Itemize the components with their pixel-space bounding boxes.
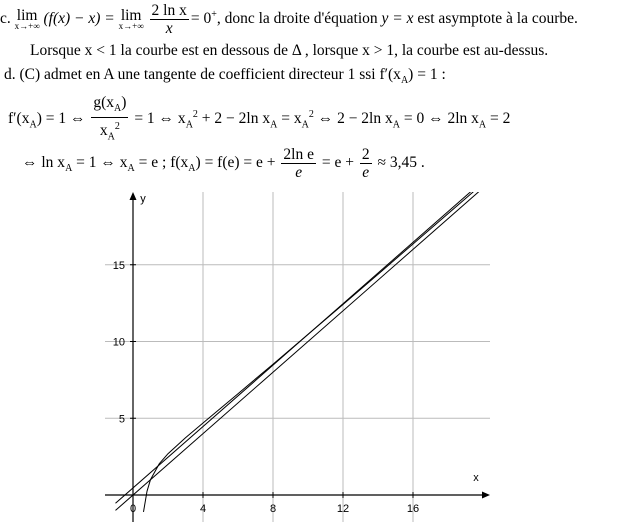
asymptote-equation: y = x — [381, 10, 414, 28]
line-d: d. (C) admet en A une tangente de coefficient directeur 1 ssi $f'(x_A) = 1$ : — [4, 66, 446, 87]
fraction-2lnx-x: $\frac{\text{2 ln x}}{x}$ — [151, 2, 187, 37]
y-axis-title: y — [140, 193, 146, 205]
line-c: c. lim x→+∞ (f(x) − x) = lim x→+∞ $\frac{\text{2 ln x}}{x}$ = 0+, donc la droite d'équation y = x est asymptote à la courbe. — [0, 2, 578, 37]
series-line-1 — [116, 188, 484, 510]
x-axis-title: x — [473, 472, 479, 484]
equation-solution: ⇔ $\ln x_A = 1$ ⇔ $x_A = e$ ; $f(x_A) = f(e) = e$ + $\frac{\text{2ln e}}{e}$ = e + $\frac{2}{e}$ ≈ 3,45 . — [22, 146, 425, 181]
limit-1-expr: (f(x) − x) = — [43, 10, 115, 28]
axes — [105, 192, 490, 522]
limit-2: lim x→+∞ — [118, 6, 144, 31]
x-tick-label-4: 4 — [199, 503, 207, 515]
x-tick-label-8: 8 — [269, 503, 277, 515]
x-tick-label-12: 12 — [336, 503, 350, 515]
curves — [116, 181, 484, 512]
x-tick-label-16: 16 — [406, 503, 420, 515]
fraction-2-e: $\frac{2}{e}$ — [361, 146, 370, 181]
x-axis-arrow-icon — [482, 492, 490, 499]
equation-tangent: $f'(x_A) = 1$ ⇔ $\frac{g(x_A)}{x_A^2}$ = 1 ⇔ $x_A^2 + 2 - 2\ln$ $x_A = x_A^2$ ⇔ 2 − 2ln $x_A = 0$ ⇔ 2ln $x_A = 2$ — [8, 94, 510, 145]
y-tick-label-15: 15 — [112, 259, 125, 272]
c-label: c. — [0, 10, 11, 28]
line-position: Lorsque x < 1 la courbe est en dessous de Δ , lorsque x > 1, la courbe est au-dessus. — [30, 42, 549, 59]
grid — [105, 192, 490, 522]
x-tick-label-0: 0 — [129, 503, 137, 515]
axis-labels — [113, 193, 480, 515]
limit-1: lim x→+∞ — [14, 6, 40, 31]
y-tick-label-5: 5 — [118, 413, 125, 426]
fraction-2lne-e: $\frac{\text{2ln e}}{e}$ — [283, 146, 314, 181]
y-axis-arrow-icon — [130, 192, 137, 200]
fraction-g-over-x2: $\frac{g(x_A)}{x_A^2}$ — [93, 94, 127, 143]
y-tick-label-10: 10 — [112, 336, 125, 349]
